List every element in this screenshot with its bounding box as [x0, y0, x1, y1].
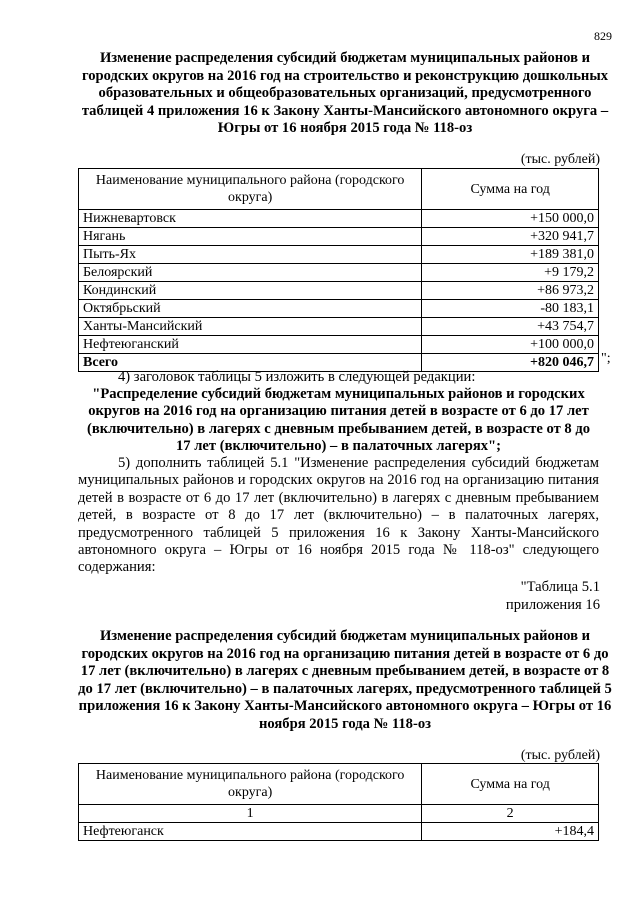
table1-subsidy-distribution — [78, 168, 599, 372]
table-row — [79, 318, 599, 336]
item4-intro: 4) заголовок таблицы 5 изложить в следующей редакции: — [118, 369, 476, 385]
table2-unit-label: (тыс. рублей) — [520, 748, 600, 763]
page-number: 829 — [594, 29, 612, 43]
row-sum-value: +320 941,7 — [422, 228, 599, 246]
table-reference-line2: приложения 16 — [505, 597, 600, 613]
row-district-name: Нягань — [79, 228, 422, 246]
row-sum-value: +150 000,0 — [422, 210, 599, 228]
table-reference-line1: "Таблица 5.1 — [520, 579, 600, 595]
header-district-name: Наименование муниципального района (городского округа) — [79, 764, 422, 805]
row-district-name: Нефтеюганск — [79, 823, 422, 841]
row-district-name: Октябрьский — [79, 300, 422, 318]
table-row — [79, 336, 599, 354]
row-sum-value: +100 000,0 — [422, 336, 599, 354]
table-row — [79, 246, 599, 264]
row-district-name: Нижневартовск — [79, 210, 422, 228]
table-row — [79, 823, 599, 841]
row-sum-value: +43 754,7 — [422, 318, 599, 336]
row-district-name: Пыть-Ях — [79, 246, 422, 264]
row-sum-value: +9 179,2 — [422, 264, 599, 282]
table4-change-title: Изменение распределения субсидий бюджетам муниципальных районов и городских округов на 2016 год на строительство и реконструкцию дошкольных образовательных и общеобразовательных организаций, предусмотренного таблицей 4 приложения 16 к Закону Ханты-Мансийского автономного округа – Югры от 16 ноября 2015 года № 118-оз — [81, 50, 609, 136]
row-district-name: Белоярский — [79, 264, 422, 282]
header-sum: Сумма на год — [422, 169, 599, 210]
item4-new-table-heading: "Распределение субсидий бюджетам муниципальных районов и городских округов на 2016 год на организацию питания детей в возрасте от 6 до 17 лет (включительно) в лагерях с дневным пребыванием детей, в возрасте от 8 до 17 лет (включительно) – в палаточных лагерях"; — [86, 386, 591, 455]
column-number-2: 2 — [422, 805, 599, 823]
table-row — [79, 282, 599, 300]
column-number-1: 1 — [79, 805, 422, 823]
row-sum-value: +86 973,2 — [422, 282, 599, 300]
table-row — [79, 228, 599, 246]
header-sum: Сумма на год — [422, 764, 599, 805]
table51-title: Изменение распределения субсидий бюджетам муниципальных районов и городских округов на 2016 год на организацию питания детей в возрасте от 6 до 17 лет (включительно) в лагерях с дневным пребыванием детей, в возрасте от 8 до 17 лет (включительно) – в палаточных лагерях, предусмотренного таблицей 5 приложения 16 к Закону Ханты-Мансийского автономного округа – Югры от 16 ноября 2015 года № 118-оз — [78, 628, 612, 732]
table1-unit-label: (тыс. рублей) — [520, 152, 600, 167]
header-district-name: Наименование муниципального района (городского округа) — [79, 169, 422, 210]
table-column-number-row — [79, 805, 599, 823]
total-value: +820 046,7 — [422, 354, 599, 372]
table-header-row — [79, 764, 599, 805]
table-row — [79, 300, 599, 318]
row-district-name: Ханты-Мансийский — [79, 318, 422, 336]
row-district-name: Кондинский — [79, 282, 422, 300]
row-sum-value: +189 381,0 — [422, 246, 599, 264]
row-sum-value: -80 183,1 — [422, 300, 599, 318]
table-header-row — [79, 169, 599, 210]
row-district-name: Нефтеюганский — [79, 336, 422, 354]
table-row — [79, 210, 599, 228]
table-row — [79, 264, 599, 282]
table2-subsidy-distribution — [78, 763, 599, 841]
row-sum-value: +184,4 — [422, 823, 599, 841]
table1-closing-quote: "; — [601, 351, 611, 366]
total-label: Всего — [79, 354, 422, 372]
table-reference — [506, 578, 600, 614]
item5-paragraph: 5) дополнить таблицей 5.1 "Изменение распределения субсидий бюджетам муниципальных районов и городских округов на 2016 год на организацию питания детей в возрасте от 6 до 17 лет (включительно) в лагерях с дневным пребыванием детей, в возрасте от 8 до 17 лет (включительно) – в палаточных лагерях, предусмотренного таблицей 5 приложения 16 к Закону Ханты-Мансийского автономного округа – Югры от 16 ноября 2015 года № 118-оз" следующего содержания: — [78, 455, 599, 576]
